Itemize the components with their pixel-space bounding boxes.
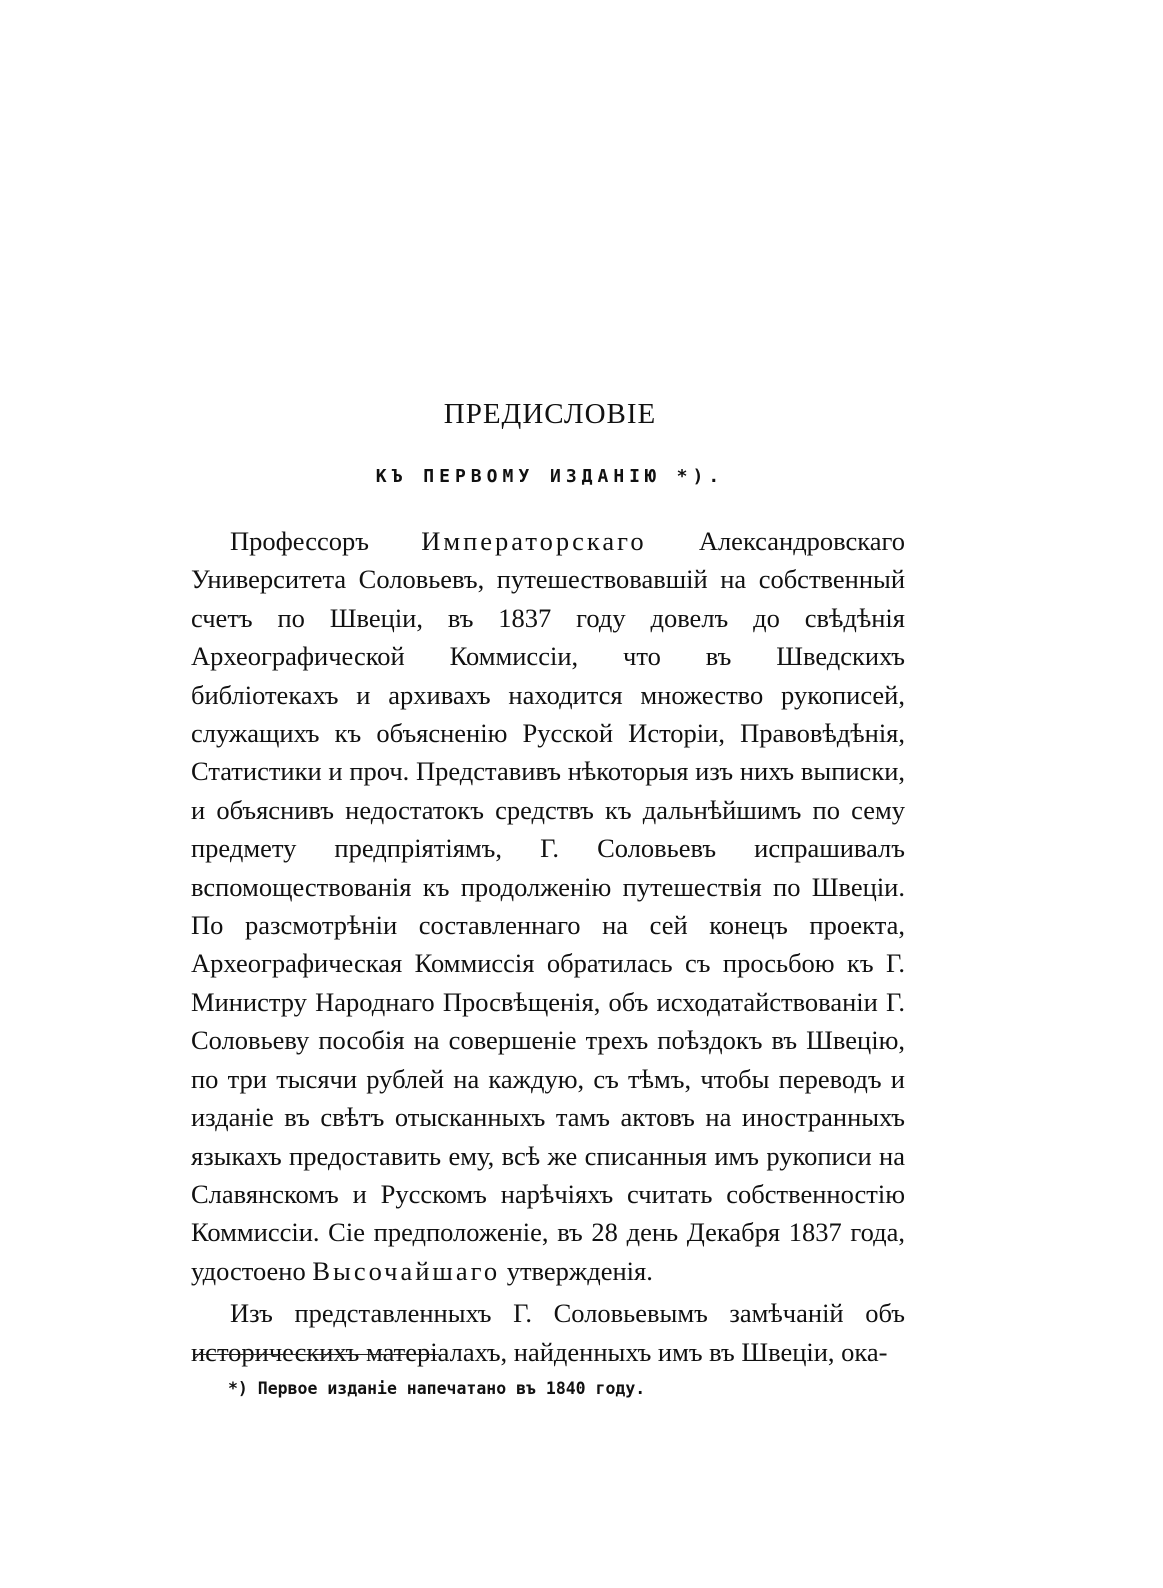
page-title: ПРЕДИСЛОВІЕ <box>443 398 657 430</box>
footnote: *) Первое изданіе напечатано въ 1840 году. <box>228 1379 646 1398</box>
paragraph-1 <box>191 522 905 1290</box>
paragraph-2: Изъ представленныхъ Г. Соловьевымъ замѣчаній объ историческихъ матеріалахъ, найденныхъ имъ въ Швеціи, ока- <box>191 1298 905 1367</box>
spaced-emphasis-imperial: Императорскаго <box>421 526 647 556</box>
paragraph-1-start: Профессоръ <box>230 526 422 556</box>
paragraph-1-end: утвержденія. <box>500 1255 653 1286</box>
body-text <box>191 522 905 1371</box>
spaced-emphasis-highest: Высочайшаго <box>312 1255 501 1286</box>
footnote-divider <box>195 1354 439 1355</box>
paragraph-1-middle: Александровскаго Университета Соловьевъ, путешествовавшій на собственный счетъ по Швеціи, въ 1837 году довелъ до свѣдѣнія Археографической Коммиссіи, что въ Шведскихъ библіотекахъ и архивахъ находится множество рукописей, служащихъ къ объясненію Русской Исторіи, Правовѣдѣнія, Статистики и проч. Представивъ нѣкоторыя изъ нихъ выписки, и объяснивъ недостатокъ средствъ къ дальнѣйшимъ по сему предмету предпріятіямъ, Г. Соловьевъ испрашивалъ вспомоществованія къ продолженію путешествія по Швеціи. По разсмотрѣніи составленнаго на сей конецъ проекта, Археографическая Коммиссія обратилась съ просьбою къ Г. Министру Народнаго Просвѣщенія, объ исходатайствованіи Г. Соловьеву пособія на совершеніе трехъ поѣздокъ въ Швецію, по три тысячи рублей на каждую, съ тѣмъ, чтобы переводъ и изданіе въ свѣтъ отысканныхъ тамъ актовъ на иностранныхъ языкахъ предоставить ему, всѣ же списанныя имъ рукописи на Славянскомъ и Русскомъ нарѣчіяхъ считать собственностію Коммиссіи. Сіе предположеніе, въ 28 день Декабря 1837 года, удостоено <box>191 526 905 1286</box>
page-subtitle: КЪ ПЕРВОМУ ИЗДАНІЮ *). <box>375 466 725 487</box>
